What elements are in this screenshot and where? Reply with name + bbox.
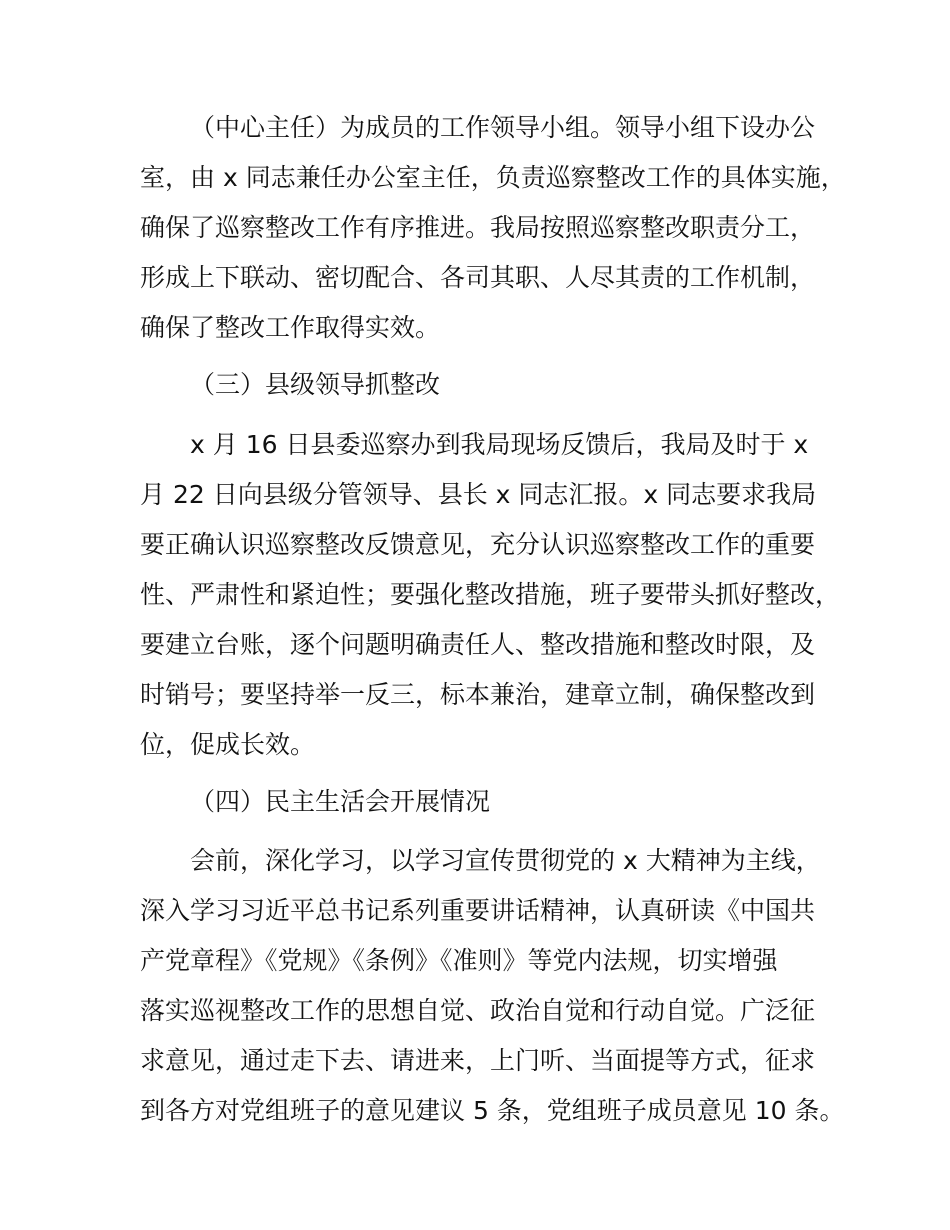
paragraph-line-6: x 月 16 日县委巡察办到我局现场反馈后，我局及时于 x <box>190 430 809 459</box>
paragraph-line-14: 深入学习习近平总书记系列重要讲话精神，认真研读《中国共 <box>140 896 816 925</box>
paragraph-line-16: 落实巡视整改工作的思想自觉、政治自觉和行动自觉。广泛征 <box>140 996 816 1025</box>
paragraph-line-11: 时销号；要坚持举一反三，标本兼治，建章立制，确保整改到 <box>140 680 816 709</box>
section-heading-3: （三）县级领导抓整改 <box>190 370 441 399</box>
paragraph-line-12: 位，促成长效。 <box>140 730 316 759</box>
paragraph-line-13: 会前，深化学习，以学习宣传贯彻党的 x 大精神为主线， <box>190 846 821 875</box>
paragraph-line-9: 性、严肃性和紧迫性；要强化整改措施，班子要带头抓好整改， <box>140 580 841 609</box>
paragraph-line-8: 要正确认识巡察整改反馈意见，充分认识巡察整改工作的重要 <box>140 530 816 559</box>
paragraph-line-7: 月 22 日向县级分管领导、县长 x 同志汇报。x 同志要求我局 <box>140 480 817 509</box>
paragraph-line-18: 到各方对党组班子的意见建议 5 条，党组班子成员意见 10 条。 <box>140 1096 845 1125</box>
paragraph-line-5: 确保了整改工作取得实效。 <box>140 313 441 342</box>
paragraph-line-1: （中心主任）为成员的工作领导小组。领导小组下设办公 <box>190 113 816 142</box>
paragraph-line-3: 确保了巡察整改工作有序推进。我局按照巡察整改职责分工， <box>140 213 816 242</box>
paragraph-line-17: 求意见，通过走下去、请进来，上门听、当面提等方式，征求 <box>140 1046 816 1075</box>
section-heading-4: （四）民主生活会开展情况 <box>190 787 491 816</box>
paragraph-line-15: 产党章程》《党规》《条例》《准则》等党内法规，切实增强 <box>140 946 778 975</box>
paragraph-line-4: 形成上下联动、密切配合、各司其职、人尽其责的工作机制， <box>140 263 816 292</box>
paragraph-line-2: 室，由 x 同志兼任办公室主任，负责巡察整改工作的具体实施， <box>140 163 846 192</box>
paragraph-line-10: 要建立台账，逐个问题明确责任人、整改措施和整改时限，及 <box>140 630 816 659</box>
